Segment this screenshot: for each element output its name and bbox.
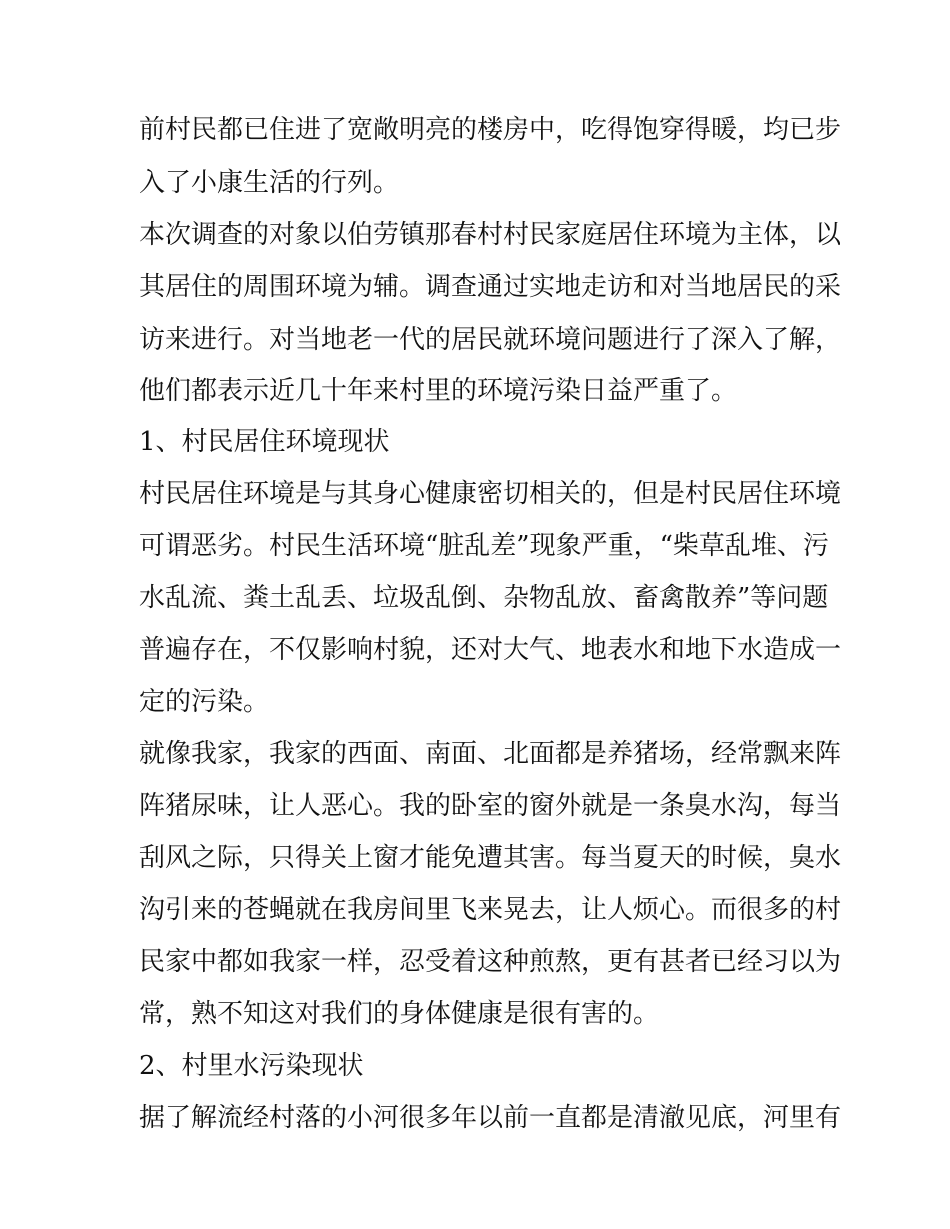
text-line: 本次调查的对象以伯劳镇那春村村民家庭居住环境为主体，以 (139, 220, 842, 250)
text-line: 刮风之际，只得关上窗才能免遭其害。每当夏天的时候，臭水 (139, 843, 842, 873)
section-heading: 1、村民居住环境现状 (139, 427, 390, 457)
text-line: 访来进行。对当地老一代的居民就环境问题进行了深入了解， (139, 325, 842, 355)
text-line: 据了解流经村落的小河很多年以前一直都是清澈见底，河里有 (139, 1103, 842, 1133)
text-line: 常，熟不知这对我们的身体健康是很有害的。 (139, 999, 660, 1029)
text-line: 民家中都如我家一样，忍受着这种煎熬，更有甚者已经习以为 (139, 947, 842, 977)
text-line: 水乱流、粪土乱丢、垃圾乱倒、杂物乱放、畜禽散养”等问题 (139, 583, 829, 613)
text-line: 就像我家，我家的西面、南面、北面都是养猪场，经常飘来阵 (139, 739, 842, 769)
section-heading: 2、村里水污染现状 (139, 1051, 364, 1081)
text-line: 定的污染。 (139, 687, 270, 717)
text-line: 普遍存在，不仅影响村貌，还对大气、地表水和地下水造成一 (139, 635, 842, 665)
text-line: 入了小康生活的行列。 (139, 168, 400, 198)
text-line: 村民居住环境是与其身心健康密切相关的，但是村民居住环境 (139, 479, 842, 509)
text-line: 他们都表示近几十年来村里的环境污染日益严重了。 (139, 376, 738, 406)
text-line: 阵猪尿味，让人恶心。我的卧室的窗外就是一条臭水沟，每当 (139, 791, 842, 821)
text-line: 前村民都已住进了宽敞明亮的楼房中，吃得饱穿得暖，均已步 (139, 115, 842, 145)
text-line: 沟引来的苍蝇就在我房间里飞来晃去，让人烦心。而很多的村 (139, 895, 842, 925)
text-line: 其居住的周围环境为辅。调查通过实地走访和对当地居民的采 (139, 272, 842, 302)
text-line: 可谓恶劣。村民生活环境“脏乱差”现象严重，“柴草乱堆、污 (139, 531, 829, 561)
